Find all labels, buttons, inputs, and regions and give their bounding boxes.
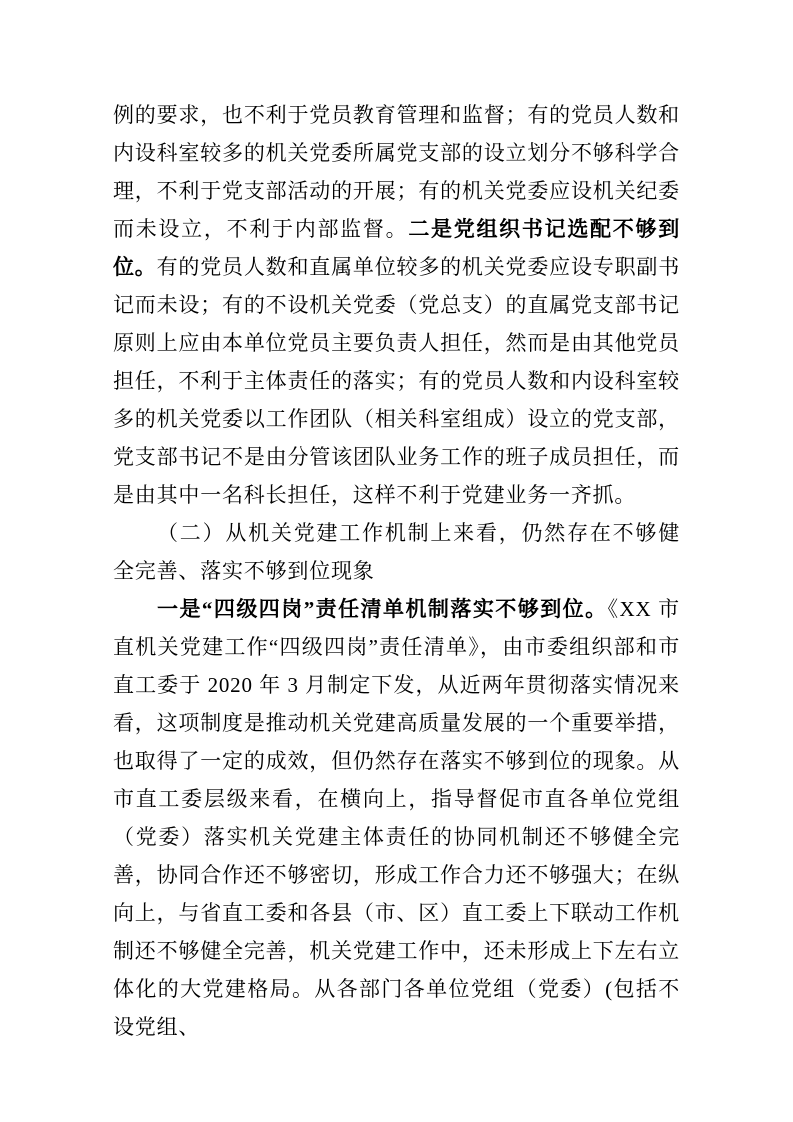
paragraph-text-body: 《XX 市直机关党建工作“四级四岗”责任清单》，由市委组织部和市直工委于 2020 年 3 月制定下发，从近两年贯彻落实情况来看，这项制度是推动机关党建高质量发展的一个重要举措，也取得了一定的成效，但仍然存在落实不够到位的现象。从市直工委层级来看，在横向上，指导督促市直各单位党组（党委）落实机关党建主体责任的协同机制还不够健全完善，协同合作还不够密切，形成工作合力还不够强大；在纵向上，与省直工委和各县（市、区）直工委上下联动工作机制还不够健全完善，机关党建工作中，还未形成上下左右立体化的大党建格局。从各部门各单位党组（党委）(包括不设党组、 bbox=[113, 597, 680, 1039]
paragraph-text-before-bold: 例的要求，也不利于党员教育管理和监督；有的党员人数和内设科室较多的机关党委所属党支部的设立划分不够科学合理，不利于党支部活动的开展；有的机关党委应设机关纪委而未设立，不利于内部监督。 bbox=[113, 103, 680, 241]
section-heading-two: （二）从机关党建工作机制上来看，仍然存在不够健全完善、落实不够到位现象 bbox=[113, 521, 680, 583]
bold-lead-in-point-two: 二是党组织书记选配不够到位。 bbox=[113, 217, 680, 279]
bold-lead-in-point-one: 一是“四级四岗”责任清单机制落实不够到位。 bbox=[157, 597, 608, 621]
paragraph-party-org-setup bbox=[113, 96, 680, 514]
document-body bbox=[113, 96, 680, 1046]
paragraph-text-after-bold: 有的党员人数和直属单位较多的机关党委应设专职副书记而未设；有的不设机关党委（党总支）的直属党支部书记原则上应由本单位党员主要负责人担任，然而是由其他党员担任，不利于主体责任的落实；有的党员人数和内设科室较多的机关党委以工作团队（相关科室组成）设立的党支部，党支部书记不是由分管该团队业务工作的班子成员担任，而是由其中一名科长担任，这样不利于党建业务一齐抓。 bbox=[113, 255, 680, 507]
paragraph-responsibility-list bbox=[113, 590, 680, 1046]
